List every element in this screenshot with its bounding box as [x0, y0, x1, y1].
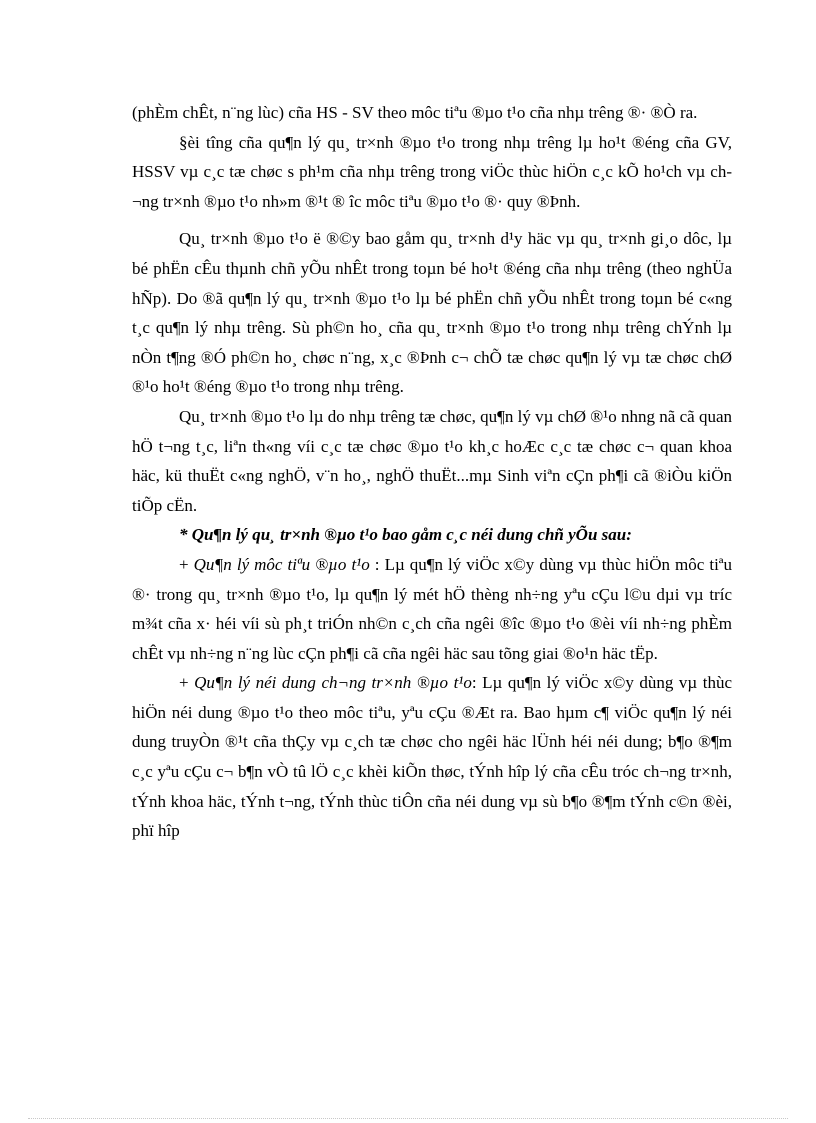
paragraph-4: Qu¸ tr×nh ®µo t¹o lµ do nhµ trêng tæ chøc, qu¶n lý vµ chØ ®¹o nhng nã cã quan hÖ t¬ng t¸c, liªn th«ng víi c¸c tæ chøc ®µo t¹o kh¸c hoÆc c¸c tæ chøc c¬ quan khoa häc, kü thuËt c«ng nghÖ, v¨n ho¸, nghÖ thuËt...mµ Sinh viªn cÇn ph¶i cã ®iÒu kiÖn tiÕp cËn. [132, 406, 732, 515]
list-item-objectives [132, 550, 732, 668]
list-item-text: : Lµ qu¶n lý viÖc x©y dùng vµ thùc hiÖn môc tiªu ®· trong qu¸ tr×nh ®µo t¹o, lµ qu¶n lý mét hÖ thèng nh÷ng yªu cÇu l©u dµi vµ tríc m¾t cña x· héi víi sù ph¸t triÓn nh©n c¸ch cña ngêi ®îc ®µo t¹o ®èi víi nh÷ng phÈm chÊt vµ nh÷ng n¨ng lùc cÇn ph¶i cã cña ngêi häc sau tõng giai ®o¹n häc tËp. [132, 554, 732, 663]
body-text [132, 98, 732, 846]
list-item-marker: + [179, 554, 194, 574]
list-item-text: : Lµ qu¶n lý viÖc x©y dùng vµ thùc hiÖn néi dung ®µo t¹o theo môc tiªu, yªu cÇu ®Æt ra. Bao hµm c¶ viÖc qu¶n lý néi dung truyÒn ®¹t cña thÇy vµ c¸ch tæ chøc cho ngêi häc lÜnh héi néi dung; b¶o ®¶m c¸c yªu cÇu c¬ b¶n vÒ tû lÖ c¸c khèi kiÕn thøc, tÝnh hîp lý cña cÊu tróc ch¬ng tr×nh, tÝnh khoa häc, tÝnh t¬ng, tÝnh thùc tiÔn cña néi dung vµ sù b¶o ®¶m tÝnh c©n ®èi, phï hîp [132, 673, 733, 841]
list-item-content [132, 668, 732, 846]
list-item-marker: + [179, 673, 195, 693]
list-item-title: Qu¶n lý môc tiªu ®µo t¹o [193, 554, 370, 574]
page-bottom-rule [28, 1118, 788, 1119]
list-item-title: Qu¶n lý néi dung ch¬ng tr×nh ®µo t¹o [194, 673, 472, 693]
paragraph-1: (phÈm chÊt, n¨ng lùc) cña HS - SV theo môc tiªu ®µo t¹o cña nhµ trêng ®· ®Ò ra. [132, 103, 698, 122]
paragraph-3: Qu¸ tr×nh ®µo t¹o ë ®©y bao gåm qu¸ tr×nh d¹y häc vµ qu¸ tr×nh gi¸o dôc, lµ bé phËn cÊu thµnh chñ yÕu nhÊt trong toµn bé ho¹t ®éng cña nhµ trêng (theo nghÜa hÑp). Do ®ã qu¶n lý qu¸ tr×nh ®µo t¹o lµ bé phËn chñ yÕu nhÊt trong toµn bé c«ng t¸c qu¶n lý nhµ trêng. Sù ph©n ho¸ cña qu¸ tr×nh ®µo t¹o trong nhµ trêng chÝnh lµ nÒn t¶ng ®Ó ph©n ho¸ chøc n¨ng, x¸c ®Þnh c¬ chÕ tæ chøc qu¶n lý vµ tæ chøc chØ ®¹o ho¹t ®éng ®µo t¹o trong nhµ trêng. [132, 229, 732, 397]
paragraph-2: §èi tîng cña qu¶n lý qu¸ tr×nh ®µo t¹o trong nhµ trêng lµ ho¹t ®éng cña GV, HSSV vµ c¸c tæ chøc s ph¹m cña nhµ trêng trong viÖc thùc hiÖn c¸c kÕ ho¹ch vµ ch¬ng tr×nh ®µo t¹o nh»m ®¹t ® îc môc tiªu ®µo t¹o ®· quy ®Þnh. [132, 132, 732, 211]
section-heading: * Qu¶n lý qu¸ tr×nh ®µo t¹o bao gåm c¸c néi dung chñ yÕu sau: [179, 525, 632, 545]
